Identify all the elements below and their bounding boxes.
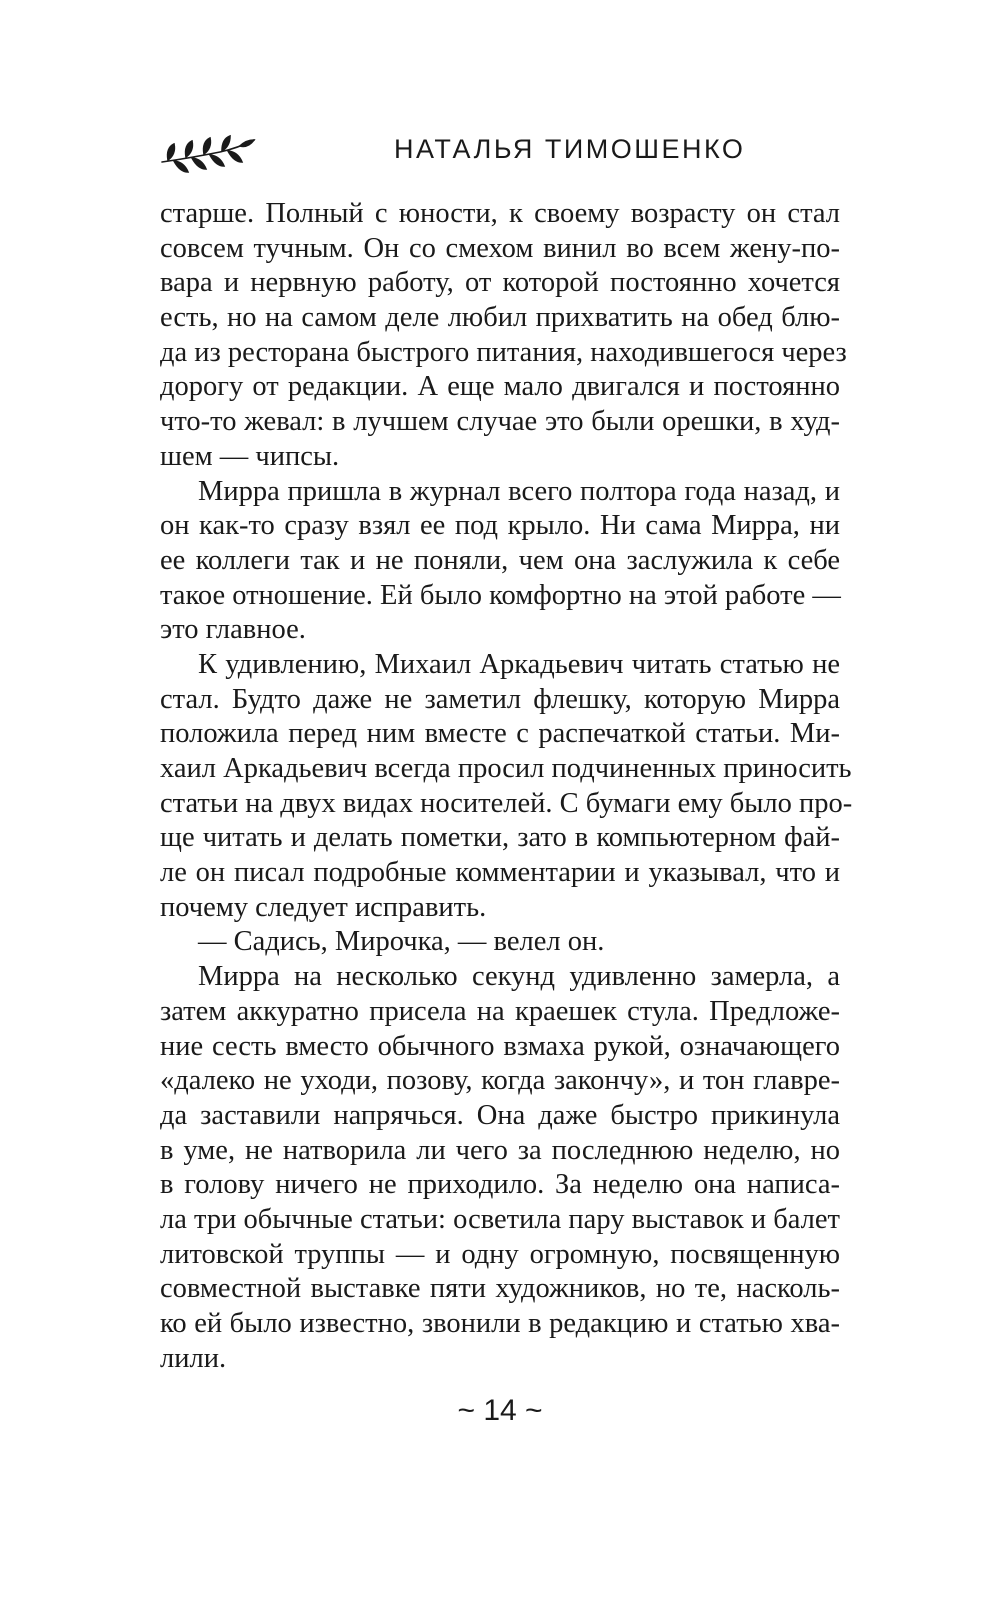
leaf-vine-icon — [160, 132, 256, 176]
text-line: ла три обычные статьи: осветила пару выставок и балет — [160, 1203, 840, 1235]
text-line: дорогу от редакции. А еще мало двигался и постоянно — [160, 371, 840, 403]
text-line: ко ей было известно, звонили в редакцию и статью хва- — [160, 1308, 840, 1339]
text-line: хаил Аркадьевич всегда просил подчиненных приносить — [160, 753, 852, 784]
text-line: положила перед ним вместе с распечаткой статьи. Ми- — [160, 718, 840, 750]
text-line: затем аккуратно присела на краешек стула. Предложе- — [160, 995, 840, 1027]
text-line: статьи на двух видах носителей. С бумаги ему было про- — [160, 787, 853, 819]
text-line: да заставили напрячься. Она даже быстро прикинула — [160, 1099, 840, 1131]
text-line: это главное. — [160, 614, 306, 646]
text-line: да из ресторана быстрого питания, находившегося через — [160, 336, 847, 368]
paragraph — [160, 475, 840, 648]
folio-right-mark: ~ — [525, 1394, 543, 1427]
text-line: что-то жевал: в лучшем случае это были орешки, в худ- — [160, 406, 840, 438]
folio-number: 14 — [483, 1394, 517, 1427]
text-line: совместной выставке пяти художников, но те, насколь- — [160, 1273, 840, 1305]
paragraph — [160, 925, 840, 960]
text-line: К удивлению, Михаил Аркадьевич читать статью не — [198, 648, 840, 680]
folio-left-mark: ~ — [457, 1394, 475, 1427]
text-line: вара и нервную работу, от которой постоянно хочется — [160, 267, 840, 299]
text-line: почему следует исправить. — [160, 891, 487, 923]
text-line: старше. Полный с юности, к своему возрасту он стал — [160, 198, 840, 229]
text-line: ле он писал подробные комментарии и указывал, что и — [160, 857, 840, 889]
text-line: — Садись, Мирочка, — велел он. — [198, 926, 605, 958]
text-line: есть, но на самом деле любил прихватить на обед блю- — [160, 302, 840, 334]
text-line: Мирра пришла в журнал всего полтора года назад, и — [198, 475, 840, 507]
text-line: ще читать и делать пометки, зато в компьютерном фай- — [160, 822, 840, 854]
text-line: «далеко не уходи, позову, когда закончу», и тон главре- — [160, 1065, 840, 1097]
text-line: литовской труппы — и одну огромную, посвященную — [160, 1238, 840, 1270]
page-number — [0, 1394, 1000, 1428]
text-line: стал. Будто даже не заметил флешку, которую Мирра — [160, 683, 840, 715]
text-line: ее коллеги так и не поняли, чем она заслужила к себе — [160, 544, 840, 576]
text-line: в уме, не натворила ли чего за последнюю неделю, но — [160, 1134, 840, 1166]
text-line: шем — чипсы. — [160, 440, 340, 472]
running-header — [160, 128, 840, 188]
text-line: Мирра на несколько секунд удивленно замерла, а — [198, 961, 840, 993]
page-body-text — [160, 197, 853, 1376]
text-line: ние сесть вместо обычного взмаха рукой, означающего — [160, 1030, 840, 1062]
author-name: НАТАЛЬЯ ТИМОШЕНКО — [394, 134, 746, 164]
paragraph — [160, 960, 840, 1376]
text-line: он как-то сразу взял ее под крыло. Ни сама Мирра, ни — [160, 510, 840, 542]
text-line: лили. — [160, 1342, 227, 1374]
text-line: такое отношение. Ей было комфортно на этой работе — — [160, 579, 841, 611]
paragraph — [160, 197, 847, 475]
text-line: совсем тучным. Он со смехом винил во всем жену-по- — [160, 232, 840, 264]
paragraph — [160, 648, 853, 926]
text-line: в голову ничего не приходило. За неделю она написа- — [160, 1169, 840, 1201]
